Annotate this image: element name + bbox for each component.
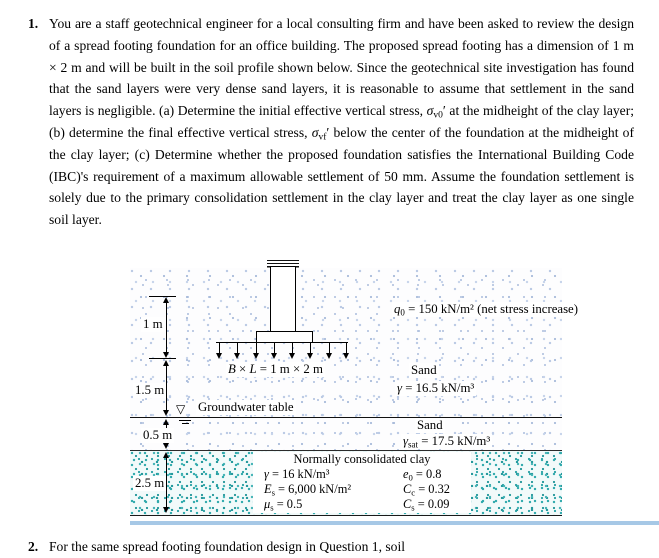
upper-sand-label: Sand [411, 363, 437, 377]
lower-sand-unit-weight: $\gamma_{sat} = 17.5$ kN/m³ [403, 434, 491, 450]
load-arrow-head [253, 353, 259, 359]
dim-arrowhead [163, 443, 169, 449]
dim-arrowhead [163, 352, 169, 358]
lower-sand-label: Sand [417, 418, 443, 432]
upper-sand-unit-weight: γ = 16.5 kN/m³ [397, 381, 475, 395]
clay-void-ratio: $e_0 = 0.8$ [403, 467, 442, 483]
dim-line-1m [166, 299, 167, 352]
next-problem-text: For the same spread footing foundation design in Question 1, soil [49, 539, 406, 554]
sand-region-texture [130, 268, 562, 450]
load-arrow-head [234, 353, 240, 359]
water-table-icon: ▽ [176, 402, 186, 416]
clay-properties-box [253, 452, 471, 513]
foundation-column [270, 266, 296, 332]
dim-arrowhead [163, 410, 169, 416]
dim-label-1-5m: 1.5 m [135, 383, 165, 397]
net-stress-label: $q_0 = 150$ kN/m² (net stress increase) [394, 302, 578, 318]
dim-label-2-5m: 2.5 m [135, 476, 165, 490]
clipped-next-problem [0, 536, 659, 554]
footing-base-tick [149, 358, 176, 359]
clay-modulus: $E_s = 6,000$ kN/m² [264, 482, 352, 498]
load-arrow-head [216, 353, 222, 359]
groundwater-table-line [130, 417, 562, 418]
next-problem-number: 2. [28, 539, 39, 554]
clay-properties-row [253, 482, 471, 497]
problem-number: 1. [28, 16, 39, 31]
load-arrow-head [289, 353, 295, 359]
bottom-border-line [130, 521, 659, 525]
water-table-hatch [182, 423, 189, 424]
dim-line-2-5m [166, 458, 167, 507]
clay-unit-weight: γ = 16 kN/m³ [264, 467, 330, 481]
load-arrow-head [307, 353, 313, 359]
problem-text: You are a staff geotechnical engineer for a local consulting firm and have been asked to review the design of a spread footing foundation for an office building. The proposed spread footing has a dimension of 1 m × 2 m and will be built in the soil profile shown below. Since the geotechnical site investigation has found that the sand layers were very dense sand layers, it is reasonable to assume that settlement in the sand layers is negligible. (a) Determine the initial effective vertical stress, $\sigma_{v0}'$ at the midheight of the clay layer; (b) determine the final effective vertical stress, $\sigma_{vf}'$ below the center of the foundation at the midheight of the clay layer; (c) Determine whether the proposed foundation satisfies the International Building Code (IBC)'s requirement of a maximum allowable settlement of 50 mm. Assume the foundation settlement is solely due to the primary consolidation settlement in the clay layer and treat the clay layer as one single soil layer. [49, 16, 634, 228]
dim-label-1m: 1 m [143, 317, 163, 331]
clay-poisson-ratio: $\mu_s = 0.5$ [264, 497, 303, 513]
dim-arrowhead [163, 507, 169, 513]
groundwater-table-label: Groundwater table [198, 400, 294, 414]
dim-line-1-5m [166, 362, 167, 410]
clay-properties-row [253, 497, 471, 512]
clay-properties-row [253, 467, 471, 482]
clay-swell-index: $C_s = 0.09$ [403, 497, 450, 513]
clay-compression-index: $C_c = 0.32$ [403, 482, 450, 498]
problem-1 [28, 13, 634, 231]
clay-title: Normally consolidated clay [293, 452, 431, 466]
load-arrow-head [326, 353, 332, 359]
load-arrow-head [343, 353, 349, 359]
load-arrow-head [271, 353, 277, 359]
water-table-hatch [179, 420, 191, 421]
dim-label-0-5m: 0.5 m [143, 428, 173, 442]
footing-size-label: B × L = 1 m × 2 m [228, 362, 323, 376]
